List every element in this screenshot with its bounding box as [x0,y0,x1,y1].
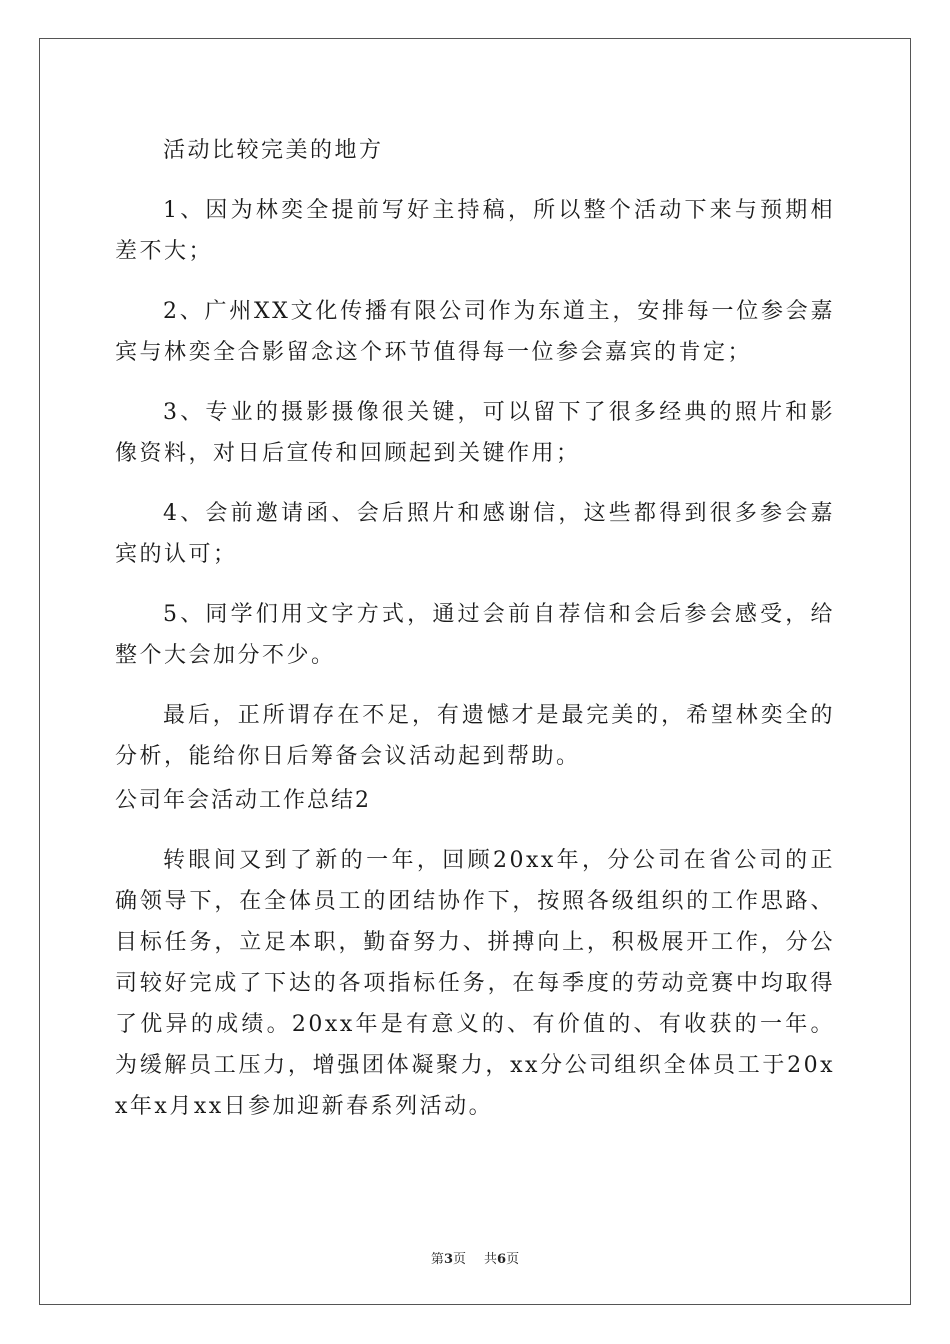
paragraph-conclusion: 最后，正所谓存在不足，有遗憾才是最完美的，希望林奕全的分析，能给你日后筹备会议活动起到帮助。 [115,703,835,769]
paragraph-summary: 转眼间又到了新的一年，回顾20xx年，分公司在省公司的正确领导下，在全体员工的团结协作下，按照各级组织的工作思路、目标任务，立足本职，勤奋努力、拼搏向上，积极展开工作，分公司较好完成了下达的各项指标任务，在每季度的劳动竞赛中均取得了优异的成绩。20xx年是有意义的、有价值的、有收获的一年。为缓解员工压力，增强团体凝聚力，xx分公司组织全体员工于20xx年x月xx日参加迎新春系列活动。 [115,848,835,1119]
footer-page-prefix: 第 [430,1252,444,1267]
footer-total-prefix: 共 [484,1252,498,1267]
footer-total-pages: 6 [497,1252,507,1267]
paragraph-item-4: 4、会前邀请函、会后照片和感谢信，这些都得到很多参会嘉宾的认可； [115,501,835,567]
paragraph-subheading: 活动比较完美的地方 [163,138,384,163]
page-footer [0,1248,950,1267]
footer-page-suffix: 页 [452,1252,466,1267]
footer-total-suffix: 页 [506,1252,520,1267]
document-body [115,130,835,1127]
paragraph-item-2: 2、广州XX文化传播有限公司作为东道主，安排每一位参会嘉宾与林奕全合影留念这个环节值得每一位参会嘉宾的肯定； [115,299,835,365]
paragraph-item-3: 3、专业的摄影摄像很关键，可以留下了很多经典的照片和影像资料，对日后宣传和回顾起到关键作用； [115,400,835,466]
paragraph-item-5: 5、同学们用文字方式，通过会前自荐信和会后参会感受，给整个大会加分不少。 [115,602,835,668]
section-title: 公司年会活动工作总结2 [115,788,371,813]
footer-page-number: 3 [443,1252,453,1267]
paragraph-item-1: 1、因为林奕全提前写好主持稿，所以整个活动下来与预期相差不大； [115,198,835,264]
